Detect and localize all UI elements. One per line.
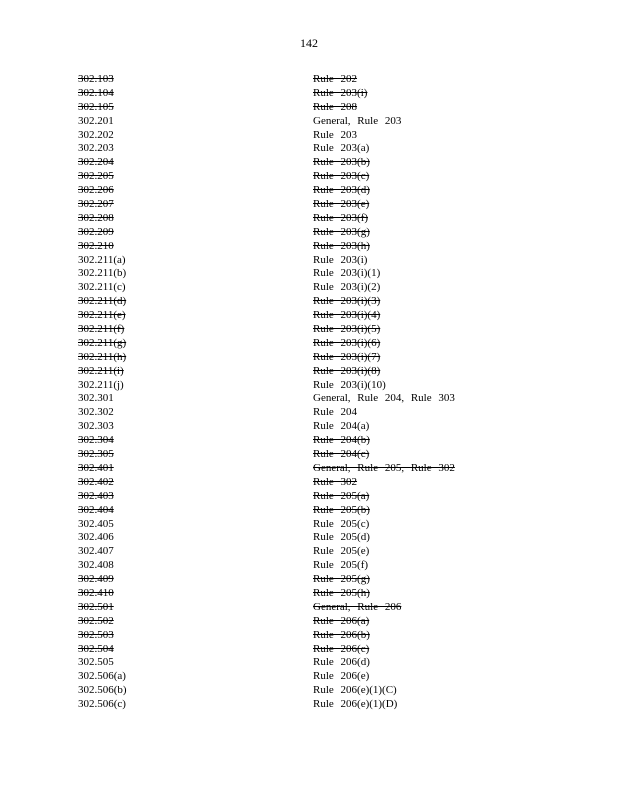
rule-reference: Rule 202: [313, 73, 358, 85]
rule-reference: Rule 205(h): [313, 586, 370, 599]
rule-reference: Rule 203(i)(7): [313, 350, 381, 363]
rule-reference: Rule 203(i)(5): [313, 323, 381, 336]
rule-reference: Rule 203(b): [313, 156, 370, 169]
section-number: 302.504: [78, 642, 114, 655]
rule-reference: Rule 203(d): [313, 184, 370, 197]
section-number: 302.405: [78, 517, 114, 530]
rule-reference: Rule 205(g): [313, 573, 370, 586]
section-number: 302.302: [78, 406, 114, 419]
table-row: [78, 254, 558, 268]
table-row: [78, 629, 558, 643]
rule-reference: Rule 203(i): [313, 253, 368, 266]
rule-reference: Rule 206(e)(1)(C): [313, 684, 397, 697]
rule-reference: Rule 203(c): [313, 170, 370, 183]
rule-reference: Rule 203(i)(6): [313, 336, 381, 349]
section-number: 302.104: [78, 86, 114, 99]
table-row: [78, 559, 558, 573]
table-row: [78, 295, 558, 309]
rule-reference: General, Rule 203: [313, 114, 402, 127]
section-number: 302.303: [78, 420, 114, 433]
section-number: 302.211(b): [78, 267, 127, 280]
rule-reference: Rule 302: [313, 475, 358, 488]
table-row: [78, 309, 558, 323]
section-number: 302.211(a): [78, 253, 126, 266]
section-number: 302.301: [78, 392, 114, 405]
table-row: [78, 587, 558, 601]
table-row: [78, 504, 558, 518]
table-row: [78, 337, 558, 351]
table-row: [78, 87, 558, 101]
table-row: [78, 351, 558, 365]
cross-reference-table: [78, 73, 558, 712]
section-number: 302.211(f): [78, 323, 125, 336]
table-row: [78, 184, 558, 198]
rule-reference: Rule 204(c): [313, 448, 370, 461]
table-row: [78, 240, 558, 254]
rule-reference: Rule 203: [313, 128, 358, 141]
table-row: [78, 656, 558, 670]
section-number: 302.211(j): [78, 378, 124, 391]
section-number: 302.506(a): [78, 670, 126, 683]
table-row: [78, 643, 558, 657]
section-number: 302.209: [78, 225, 114, 238]
rule-reference: Rule 205(b): [313, 503, 370, 516]
rule-reference: Rule 208: [313, 100, 358, 113]
section-number: 302.503: [78, 628, 114, 641]
table-row: [78, 142, 558, 156]
table-row: [78, 129, 558, 143]
table-row: [78, 698, 558, 712]
section-number: 302.208: [78, 211, 114, 224]
section-number: 302.505: [78, 656, 114, 669]
table-row: [78, 115, 558, 129]
table-row: [78, 323, 558, 337]
rule-reference: General, Rule 206: [313, 600, 402, 613]
rule-reference: Rule 203(i): [313, 86, 368, 99]
table-row: [78, 365, 558, 379]
section-number: 302.203: [78, 142, 114, 155]
table-row: [78, 490, 558, 504]
section-number: 302.211(g): [78, 336, 127, 349]
rule-reference: General, Rule 204, Rule 303: [313, 392, 455, 405]
rule-reference: Rule 206(c): [313, 642, 370, 655]
rule-reference: Rule 203(e): [313, 198, 370, 211]
table-row: [78, 615, 558, 629]
table-row: [78, 101, 558, 115]
rule-reference: Rule 204(a): [313, 420, 370, 433]
table-row: [78, 170, 558, 184]
table-row: [78, 406, 558, 420]
rule-reference: Rule 205(a): [313, 489, 370, 502]
rule-reference: Rule 205(d): [313, 531, 370, 544]
table-row: [78, 212, 558, 226]
rule-reference: Rule 203(i)(2): [313, 281, 381, 294]
section-number: 302.201: [78, 114, 114, 127]
rule-reference: Rule 203(i)(1): [313, 267, 381, 280]
section-number: 302.205: [78, 170, 114, 183]
section-number: 302.211(e): [78, 309, 126, 322]
rule-reference: Rule 206(d): [313, 656, 370, 669]
section-number: 302.103: [78, 73, 114, 85]
section-number: 302.211(c): [78, 281, 126, 294]
table-row: [78, 434, 558, 448]
rule-reference: Rule 205(c): [313, 517, 370, 530]
section-number: 302.403: [78, 489, 114, 502]
table-row: [78, 73, 558, 87]
table-row: [78, 545, 558, 559]
table-row: [78, 379, 558, 393]
table-row: [78, 267, 558, 281]
section-number: 302.501: [78, 600, 114, 613]
rule-reference: Rule 205(f): [313, 559, 369, 572]
rule-reference: Rule 203(i)(8): [313, 364, 381, 377]
table-row: [78, 573, 558, 587]
section-number: 302.105: [78, 100, 114, 113]
table-row: [78, 476, 558, 490]
section-number: 302.404: [78, 503, 114, 516]
rule-reference: Rule 206(b): [313, 628, 370, 641]
table-row: [78, 420, 558, 434]
section-number: 302.304: [78, 434, 114, 447]
rule-reference: Rule 203(f): [313, 211, 369, 224]
section-number: 302.506(c): [78, 698, 126, 711]
table-row: [78, 281, 558, 295]
section-number: 302.207: [78, 198, 114, 211]
rule-reference: Rule 204(b): [313, 434, 370, 447]
rule-reference: Rule 203(a): [313, 142, 370, 155]
section-number: 302.408: [78, 559, 114, 572]
rule-reference: Rule 206(e)(1)(D): [313, 698, 398, 711]
section-number: 302.206: [78, 184, 114, 197]
table-row: [78, 670, 558, 684]
rule-reference: Rule 203(h): [313, 239, 370, 252]
section-number: 302.211(d): [78, 295, 127, 308]
page-number: 142: [300, 36, 318, 50]
section-number: 302.211(h): [78, 350, 127, 363]
section-number: 302.401: [78, 461, 114, 474]
rule-reference: Rule 203(g): [313, 225, 370, 238]
section-number: 302.202: [78, 128, 114, 141]
section-number: 302.402: [78, 475, 114, 488]
rule-reference: Rule 204: [313, 406, 358, 419]
section-number: 302.210: [78, 239, 114, 252]
section-number: 302.204: [78, 156, 114, 169]
rule-reference: Rule 203(i)(10): [313, 378, 386, 391]
rule-reference: Rule 206(e): [313, 670, 370, 683]
table-row: [78, 531, 558, 545]
rule-reference: Rule 203(i)(3): [313, 295, 381, 308]
rule-reference: General, Rule 205, Rule 302: [313, 461, 455, 474]
section-number: 302.407: [78, 545, 114, 558]
table-row: [78, 156, 558, 170]
table-row: [78, 518, 558, 532]
section-number: 302.410: [78, 586, 114, 599]
section-number: 302.305: [78, 448, 114, 461]
rule-reference: Rule 203(i)(4): [313, 309, 381, 322]
table-row: [78, 226, 558, 240]
rule-reference: Rule 206(a): [313, 614, 370, 627]
table-row: [78, 198, 558, 212]
section-number: 302.406: [78, 531, 114, 544]
table-row: [78, 684, 558, 698]
table-row: [78, 601, 558, 615]
section-number: 302.409: [78, 573, 114, 586]
table-row: [78, 462, 558, 476]
section-number: 302.506(b): [78, 684, 127, 697]
rule-reference: Rule 205(e): [313, 545, 370, 558]
section-number: 302.211(i): [78, 364, 124, 377]
table-row: [78, 392, 558, 406]
table-row: [78, 448, 558, 462]
section-number: 302.502: [78, 614, 114, 627]
